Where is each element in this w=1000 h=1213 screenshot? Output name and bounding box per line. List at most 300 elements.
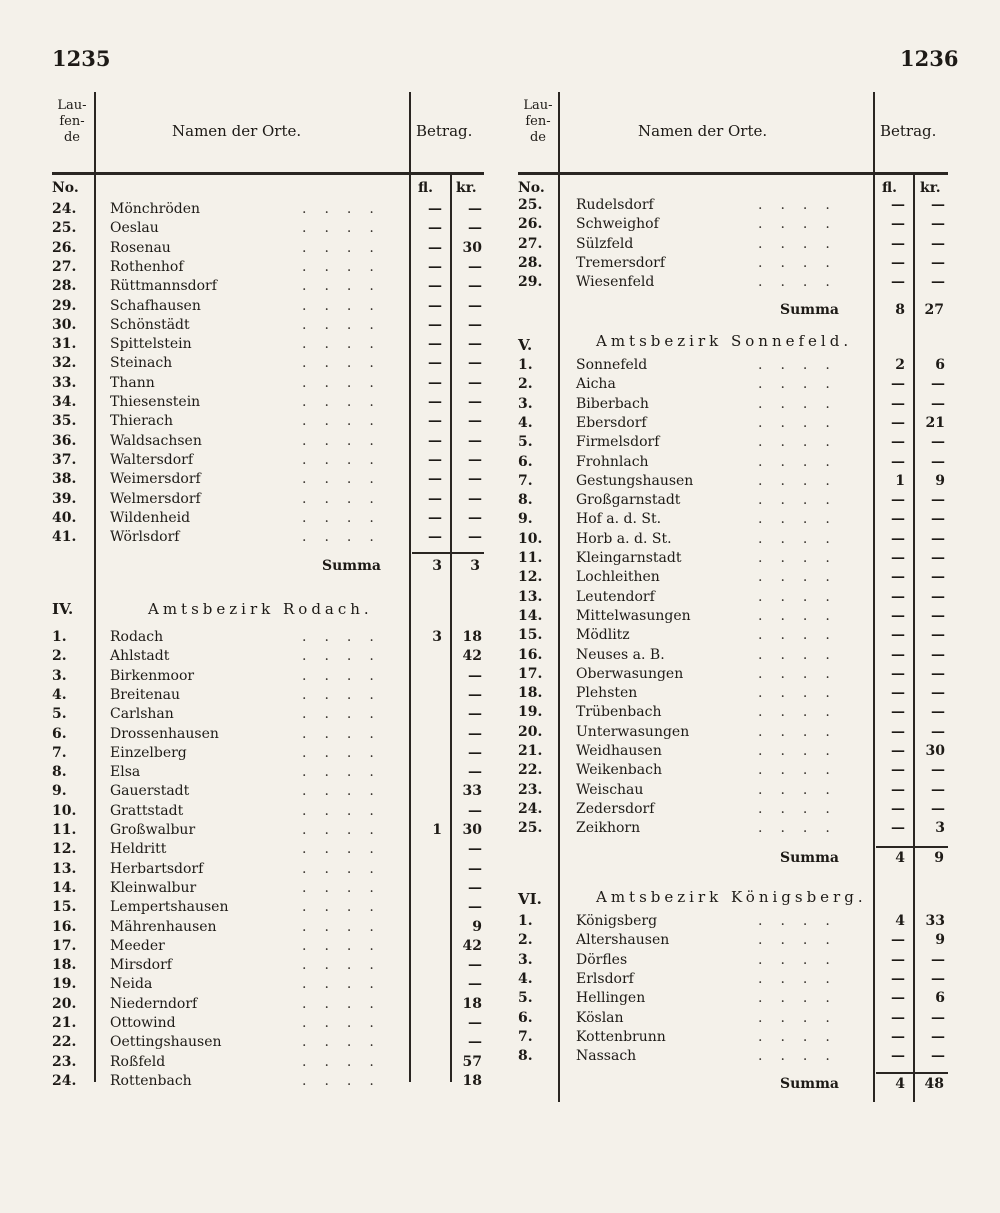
leader-dots: .... bbox=[758, 414, 848, 431]
row-number: 35. bbox=[52, 413, 77, 430]
leader-dots: .... bbox=[302, 706, 392, 723]
leader-dots: .... bbox=[758, 820, 848, 837]
leader-dots: .... bbox=[758, 197, 848, 213]
amount-fl: 2 bbox=[895, 357, 905, 373]
table-row bbox=[52, 528, 484, 547]
summa-kr: 27 bbox=[924, 302, 944, 318]
place-name: Oettingshausen bbox=[110, 1034, 222, 1051]
place-name: Drossenhausen bbox=[110, 725, 219, 742]
leader-dots: .... bbox=[302, 336, 392, 353]
amount-fl: — bbox=[428, 394, 442, 410]
amount-fl: — bbox=[428, 451, 442, 468]
header-text: Lau- bbox=[523, 98, 553, 113]
amount-fl: — bbox=[891, 990, 905, 1007]
table-row bbox=[518, 646, 948, 665]
table-row bbox=[52, 667, 484, 686]
header-laufende bbox=[52, 98, 92, 146]
amount-fl: — bbox=[891, 1048, 905, 1065]
table-row bbox=[52, 937, 484, 956]
place-name: Elsa bbox=[110, 764, 141, 781]
place-name: Rothenhof bbox=[110, 258, 184, 275]
place-name: Mirsdorf bbox=[110, 957, 172, 974]
section-number: IV. bbox=[52, 600, 74, 618]
table-row bbox=[52, 470, 484, 489]
amount-fl: — bbox=[891, 665, 905, 682]
amount-kr: 6 bbox=[935, 990, 945, 1007]
place-name: Thann bbox=[110, 374, 155, 391]
amount-fl: — bbox=[891, 588, 905, 605]
place-name: Schafhausen bbox=[110, 297, 201, 314]
amount-kr: — bbox=[468, 471, 482, 488]
row-number: 28. bbox=[518, 254, 543, 271]
amount-fl: — bbox=[428, 413, 442, 430]
summa-rule bbox=[876, 1072, 948, 1074]
leader-dots: .... bbox=[302, 879, 392, 896]
row-number: 24. bbox=[52, 1072, 77, 1089]
summa-rule bbox=[412, 552, 484, 554]
leader-dots: .... bbox=[302, 744, 392, 761]
table-row bbox=[518, 549, 948, 568]
table-row bbox=[52, 1072, 484, 1091]
place-name: Altershausen bbox=[576, 932, 670, 949]
leader-dots: .... bbox=[758, 743, 848, 759]
row-number: 23. bbox=[518, 781, 543, 798]
leader-dots: .... bbox=[758, 569, 848, 586]
amount-kr: — bbox=[468, 1015, 482, 1031]
place-name: Hellingen bbox=[576, 990, 646, 1007]
place-name: Aicha bbox=[576, 376, 616, 393]
header-rule bbox=[518, 172, 948, 175]
leader-dots: .... bbox=[302, 918, 392, 935]
place-name: Neida bbox=[110, 976, 153, 993]
place-name: Sonnefeld bbox=[576, 357, 648, 373]
place-name: Köslan bbox=[576, 1009, 624, 1026]
header-laufende bbox=[518, 98, 558, 146]
table-row bbox=[52, 628, 484, 647]
place-name: Weikenbach bbox=[576, 762, 662, 779]
row-number: 1. bbox=[518, 913, 533, 929]
section-title: Amtsbezirk Rodach. bbox=[148, 600, 373, 618]
place-name: Spittelstein bbox=[110, 336, 192, 353]
table-row bbox=[518, 819, 948, 838]
amount-kr: — bbox=[468, 529, 482, 546]
place-name: Meeder bbox=[110, 937, 165, 954]
row-number: 7. bbox=[518, 1028, 533, 1045]
table-row bbox=[52, 744, 484, 763]
summa-fl: 4 bbox=[895, 1076, 905, 1092]
place-name: Wiesenfeld bbox=[576, 274, 655, 291]
amount-kr: — bbox=[468, 841, 482, 858]
place-name: Weidhausen bbox=[576, 743, 662, 759]
header-text: Lau- bbox=[57, 98, 87, 113]
table-row bbox=[518, 989, 948, 1008]
table-row bbox=[52, 200, 484, 219]
place-name: Plehsten bbox=[576, 685, 638, 702]
row-number: 1. bbox=[518, 357, 533, 373]
amount-fl: — bbox=[428, 278, 442, 295]
header-betrag: Betrag. bbox=[880, 122, 937, 140]
amount-fl: — bbox=[891, 762, 905, 779]
amount-kr: — bbox=[931, 274, 945, 291]
row-number: 39. bbox=[52, 490, 77, 507]
place-name: Weischau bbox=[576, 781, 644, 798]
amount-fl: — bbox=[891, 627, 905, 644]
amount-kr: — bbox=[468, 899, 482, 916]
amount-fl: — bbox=[428, 374, 442, 391]
section-title: Amtsbezirk Königsberg. bbox=[596, 888, 867, 906]
header-no: No. bbox=[52, 180, 79, 196]
place-name: Rüttmannsdorf bbox=[110, 278, 217, 295]
row-number: 36. bbox=[52, 432, 77, 449]
section-title: Amtsbezirk Sonnefeld. bbox=[596, 332, 853, 350]
row-number: 21. bbox=[518, 743, 543, 759]
place-name: Königsberg bbox=[576, 913, 658, 929]
table-row bbox=[52, 821, 484, 840]
row-number: 6. bbox=[518, 1009, 533, 1026]
amount-kr: — bbox=[931, 235, 945, 252]
place-name: Hof a. d. St. bbox=[576, 511, 662, 528]
table-row bbox=[518, 684, 948, 703]
place-name: Herbartsdorf bbox=[110, 860, 204, 877]
table-row bbox=[518, 607, 948, 626]
amount-kr: — bbox=[468, 220, 482, 237]
leader-dots: .... bbox=[758, 932, 848, 949]
row-number: 30. bbox=[52, 316, 77, 333]
row-number: 8. bbox=[518, 1048, 533, 1065]
table-row bbox=[52, 763, 484, 782]
leader-dots: .... bbox=[302, 1034, 392, 1051]
place-name: Waltersdorf bbox=[110, 451, 194, 468]
amount-kr: — bbox=[931, 550, 945, 566]
amount-kr: — bbox=[468, 744, 482, 761]
table-row bbox=[52, 995, 484, 1014]
leader-dots: .... bbox=[758, 434, 848, 451]
amount-fl: — bbox=[428, 529, 442, 546]
row-number: 20. bbox=[518, 723, 543, 740]
row-number: 11. bbox=[52, 822, 77, 838]
amount-fl: — bbox=[891, 1028, 905, 1045]
leader-dots: .... bbox=[758, 646, 848, 663]
row-number: 10. bbox=[518, 530, 543, 547]
leader-dots: .... bbox=[302, 764, 392, 781]
header-kr: kr. bbox=[456, 180, 477, 196]
leader-dots: .... bbox=[758, 511, 848, 528]
amount-kr: — bbox=[468, 802, 482, 819]
row-number: 3. bbox=[518, 951, 533, 968]
row-number: 1. bbox=[52, 629, 67, 645]
row-number: 10. bbox=[52, 802, 77, 819]
leader-dots: .... bbox=[302, 394, 392, 410]
row-number: 26. bbox=[518, 216, 543, 233]
amount-kr: — bbox=[931, 970, 945, 987]
amount-kr: — bbox=[468, 316, 482, 333]
leader-dots: .... bbox=[302, 667, 392, 684]
place-name: Leutendorf bbox=[576, 588, 655, 605]
row-number: 3. bbox=[518, 395, 533, 412]
amount-kr: — bbox=[931, 627, 945, 644]
amount-kr: — bbox=[468, 509, 482, 526]
section-number: VI. bbox=[518, 890, 542, 908]
leader-dots: .... bbox=[302, 648, 392, 665]
leader-dots: .... bbox=[758, 704, 848, 721]
amount-fl: — bbox=[428, 239, 442, 256]
leader-dots: .... bbox=[758, 685, 848, 702]
leader-dots: .... bbox=[302, 220, 392, 237]
amount-kr: — bbox=[931, 1009, 945, 1026]
place-name: Erlsdorf bbox=[576, 970, 634, 987]
row-number: 40. bbox=[52, 509, 77, 526]
row-number: 6. bbox=[518, 453, 533, 470]
leader-dots: .... bbox=[302, 802, 392, 819]
row-number: 16. bbox=[518, 646, 543, 663]
amount-fl: — bbox=[891, 492, 905, 509]
header-text: fen- bbox=[59, 114, 85, 129]
row-number: 9. bbox=[52, 783, 67, 800]
row-number: 12. bbox=[518, 569, 543, 586]
table-row bbox=[518, 453, 948, 472]
table-row bbox=[518, 970, 948, 989]
amount-kr: — bbox=[468, 1034, 482, 1051]
row-number: 2. bbox=[518, 376, 533, 393]
place-name: Sülzfeld bbox=[576, 235, 634, 252]
left-table bbox=[52, 92, 484, 1102]
amount-kr: 30 bbox=[925, 743, 945, 759]
leader-dots: .... bbox=[302, 899, 392, 916]
row-number: 24. bbox=[52, 201, 77, 217]
row-number: 13. bbox=[52, 860, 77, 877]
leader-dots: .... bbox=[302, 725, 392, 742]
place-name: Kottenbrunn bbox=[576, 1028, 666, 1045]
amount-fl: — bbox=[428, 336, 442, 353]
leader-dots: .... bbox=[758, 607, 848, 624]
row-number: 15. bbox=[518, 627, 543, 644]
leader-dots: .... bbox=[302, 258, 392, 275]
amount-kr: — bbox=[931, 492, 945, 509]
amount-fl: — bbox=[891, 550, 905, 566]
amount-kr: — bbox=[931, 1028, 945, 1045]
row-number: 34. bbox=[52, 394, 77, 410]
amount-kr: — bbox=[931, 665, 945, 682]
amount-kr: — bbox=[931, 216, 945, 233]
leader-dots: .... bbox=[758, 550, 848, 566]
place-name: Ebersdorf bbox=[576, 414, 647, 431]
amount-kr: — bbox=[468, 725, 482, 742]
table-row bbox=[52, 509, 484, 528]
amount-kr: — bbox=[468, 297, 482, 314]
amount-fl: — bbox=[891, 704, 905, 721]
leader-dots: .... bbox=[758, 970, 848, 987]
row-number: 25. bbox=[518, 197, 543, 213]
row-number: 29. bbox=[518, 274, 543, 291]
leader-dots: .... bbox=[302, 995, 392, 1012]
amount-kr: — bbox=[468, 764, 482, 781]
table-row bbox=[52, 374, 484, 393]
amount-kr: — bbox=[468, 278, 482, 295]
summa-rule bbox=[876, 846, 948, 848]
place-name: Mönchröden bbox=[110, 201, 201, 217]
place-name: Niederndorf bbox=[110, 995, 198, 1012]
row-number: 8. bbox=[518, 492, 533, 509]
amount-fl: — bbox=[428, 258, 442, 275]
amount-kr: 30 bbox=[462, 822, 482, 838]
leader-dots: .... bbox=[302, 355, 392, 372]
table-row bbox=[518, 761, 948, 780]
place-name: Oeslau bbox=[110, 220, 159, 237]
table-row bbox=[518, 723, 948, 742]
table-row bbox=[52, 277, 484, 296]
amount-kr: 57 bbox=[462, 1053, 482, 1070]
leader-dots: .... bbox=[758, 781, 848, 798]
leader-dots: .... bbox=[302, 957, 392, 974]
row-number: 5. bbox=[518, 434, 533, 451]
amount-fl: — bbox=[428, 432, 442, 449]
amount-kr: — bbox=[931, 569, 945, 586]
amount-kr: — bbox=[931, 395, 945, 412]
amount-kr: — bbox=[468, 490, 482, 507]
amount-kr: 30 bbox=[462, 239, 482, 256]
amount-kr: 18 bbox=[462, 629, 482, 645]
row-number: 16. bbox=[52, 918, 77, 935]
amount-fl: — bbox=[891, 723, 905, 740]
leader-dots: .... bbox=[302, 937, 392, 954]
row-number: 3. bbox=[52, 667, 67, 684]
amount-fl: — bbox=[891, 781, 905, 798]
amount-kr: 21 bbox=[925, 414, 945, 431]
leader-dots: .... bbox=[302, 529, 392, 546]
table-row bbox=[518, 1047, 948, 1066]
amount-kr: 33 bbox=[925, 913, 945, 929]
place-name: Großgarnstadt bbox=[576, 492, 681, 509]
leader-dots: .... bbox=[302, 451, 392, 468]
table-row bbox=[52, 393, 484, 412]
amount-fl: — bbox=[428, 316, 442, 333]
place-name: Dörfles bbox=[576, 951, 628, 968]
place-name: Carlshan bbox=[110, 706, 174, 723]
table-row bbox=[52, 975, 484, 994]
leader-dots: .... bbox=[758, 990, 848, 1007]
table-row bbox=[52, 1053, 484, 1072]
leader-dots: .... bbox=[302, 783, 392, 800]
header-text: de bbox=[63, 130, 80, 145]
row-number: 28. bbox=[52, 278, 77, 295]
leader-dots: .... bbox=[758, 472, 848, 489]
leader-dots: .... bbox=[302, 374, 392, 391]
row-number: 19. bbox=[518, 704, 543, 721]
header-name: Namen der Orte. bbox=[172, 122, 302, 140]
amount-fl: — bbox=[428, 509, 442, 526]
amount-kr: — bbox=[468, 432, 482, 449]
place-name: Frohnlach bbox=[576, 453, 649, 470]
table-row bbox=[52, 354, 484, 373]
amount-kr: — bbox=[931, 685, 945, 702]
place-name: Grattstadt bbox=[110, 802, 184, 819]
leader-dots: .... bbox=[758, 216, 848, 233]
row-number: 38. bbox=[52, 471, 77, 488]
table-row bbox=[52, 802, 484, 821]
table-row bbox=[52, 879, 484, 898]
row-number: 41. bbox=[52, 529, 77, 546]
leader-dots: .... bbox=[758, 723, 848, 740]
place-name: Tremersdorf bbox=[576, 254, 666, 271]
amount-kr: — bbox=[468, 451, 482, 468]
section-number: V. bbox=[518, 336, 533, 354]
amount-kr: — bbox=[931, 588, 945, 605]
amount-fl: — bbox=[891, 1009, 905, 1026]
amount-fl: — bbox=[891, 932, 905, 949]
place-name: Zeikhorn bbox=[576, 820, 641, 837]
table-row bbox=[518, 1009, 948, 1028]
place-name: Großwalbur bbox=[110, 822, 196, 838]
header-text: de bbox=[529, 130, 546, 145]
table-row bbox=[518, 395, 948, 414]
place-name: Waldsachsen bbox=[110, 432, 202, 449]
amount-kr: 6 bbox=[935, 357, 945, 373]
header-text: fen- bbox=[525, 114, 551, 129]
amount-kr: 9 bbox=[935, 472, 945, 489]
row-number: 8. bbox=[52, 764, 67, 781]
leader-dots: .... bbox=[758, 453, 848, 470]
amount-kr: — bbox=[931, 723, 945, 740]
row-number: 25. bbox=[518, 820, 543, 837]
amount-kr: 18 bbox=[462, 1072, 482, 1089]
row-number: 4. bbox=[518, 970, 533, 987]
amount-fl: — bbox=[428, 355, 442, 372]
leader-dots: .... bbox=[302, 490, 392, 507]
row-number: 5. bbox=[518, 990, 533, 1007]
amount-fl: — bbox=[891, 511, 905, 528]
summa-kr: 3 bbox=[470, 558, 480, 574]
amount-fl: — bbox=[428, 297, 442, 314]
amount-kr: — bbox=[468, 879, 482, 896]
leader-dots: .... bbox=[758, 588, 848, 605]
summa-label: Summa bbox=[780, 850, 839, 866]
table-row bbox=[52, 490, 484, 509]
table-row bbox=[52, 705, 484, 724]
row-number: 18. bbox=[518, 685, 543, 702]
amount-kr: — bbox=[468, 686, 482, 703]
place-name: Wörlsdorf bbox=[110, 529, 180, 546]
summa-fl: 3 bbox=[432, 558, 442, 574]
row-number: 9. bbox=[518, 511, 533, 528]
place-name: Rudelsdorf bbox=[576, 197, 654, 213]
right-table bbox=[518, 92, 948, 1102]
leader-dots: .... bbox=[302, 629, 392, 645]
amount-kr: — bbox=[931, 781, 945, 798]
page-number-left: 1235 bbox=[52, 46, 111, 71]
leader-dots: .... bbox=[302, 239, 392, 256]
place-name: Nassach bbox=[576, 1048, 637, 1065]
place-name: Ottowind bbox=[110, 1015, 176, 1031]
leader-dots: .... bbox=[758, 1009, 848, 1026]
table-row bbox=[52, 239, 484, 258]
row-number: 31. bbox=[52, 336, 77, 353]
leader-dots: .... bbox=[758, 395, 848, 412]
amount-fl: 3 bbox=[432, 629, 442, 645]
amount-kr: — bbox=[468, 976, 482, 993]
leader-dots: .... bbox=[758, 492, 848, 509]
page-number-right: 1236 bbox=[900, 46, 959, 71]
row-number: 25. bbox=[52, 220, 77, 237]
summa-kr: 9 bbox=[934, 850, 944, 866]
leader-dots: .... bbox=[302, 278, 392, 295]
place-name: Mährenhausen bbox=[110, 918, 217, 935]
leader-dots: .... bbox=[758, 254, 848, 271]
amount-fl: — bbox=[891, 951, 905, 968]
row-number: 7. bbox=[518, 472, 533, 489]
row-number: 32. bbox=[52, 355, 77, 372]
table-row bbox=[518, 433, 948, 452]
table-row bbox=[52, 840, 484, 859]
